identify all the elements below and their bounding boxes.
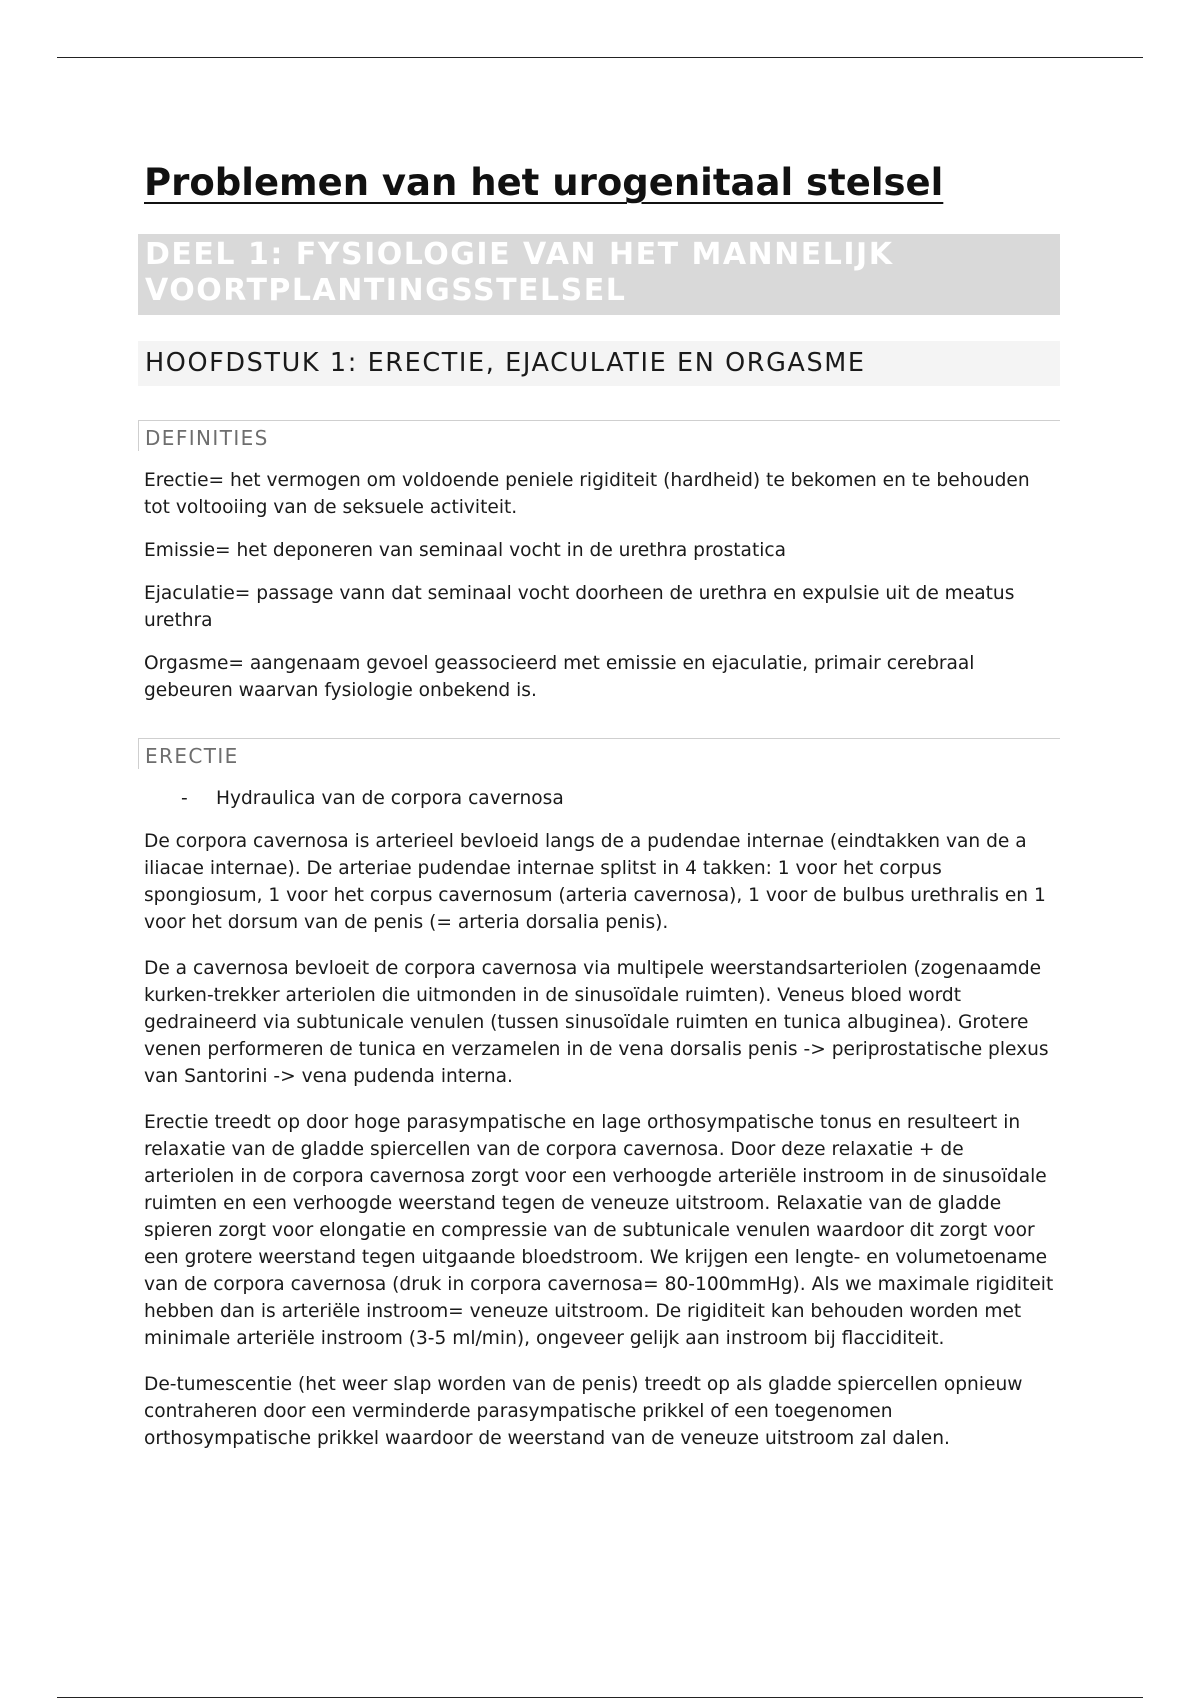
paragraph-cavernosa: De a cavernosa bevloeit de corpora cavernosa via multipele weerstandsarteriolen (zogenaamde kurken-trekker arteriolen die uitmonden in de sinusoïdale ruimten). Veneus bloed wordt gedraineerd via subtunicale venulen (tussen sinusoïdale ruimten en tunica albuginea). Grotere venen performeren de tunica en verzamelen in de vena dorsalis penis -> periprostatische plexus van Santorini -> vena pudenda interna. (144, 958, 1049, 1087)
paragraph-detumescentie: De-tumescentie (het weer slap worden van de penis) treedt op als gladde spiercellen opnieuw contraheren door een verminderde parasympatische prikkel of een toegenomen orthosympatische prikkel waardoor de weerstand van de veneuze uitstroom zal dalen. (144, 1374, 1023, 1449)
bullet-text: Hydraulica van de corpora cavernosa (216, 788, 564, 809)
paragraph-ejaculatie-definitie: Ejaculatie= passage vann dat seminaal vocht doorheen de urethra en expulsie uit de meatus urethra (144, 583, 1015, 631)
chapter-heading: HOOFDSTUK 1: ERECTIE, EJACULATIE EN ORGASME (138, 341, 1060, 386)
bullet-marker: - (181, 788, 188, 809)
section-heading-erectie: ERECTIE (138, 738, 1060, 769)
paragraph-mechanisme: Erectie treedt op door hoge parasympatische en lage orthosympatische tonus en resulteert in relaxatie van de gladde spiercellen van de corpora cavernosa. Door deze relaxatie + de arteriolen in de corpora cavernosa zorgt voor een verhoogde arteriële instroom in de sinusoïdale ruimten en een verhoogde weerstand tegen de veneuze uitstroom. Relaxatie van de gladde spieren zorgt voor elongatie en compressie van de subtunicale venulen waardoor dit zorgt voor een grotere weerstand tegen uitgaande bloedstroom. We krijgen een lengte- en volumetoename van de corpora cavernosa (druk in corpora cavernosa= 80-100mmHg). Als we maximale rigiditeit hebben dan is arteriële instroom= veneuze uitstroom. De rigiditeit kan behouden worden met minimale arteriële instroom (3-5 ml/min), ongeveer gelijk aan instroom bij flacciditeit. (144, 1112, 1054, 1349)
paragraph-bevloeiing: De corpora cavernosa is arterieel bevloeid langs de a pudendae internae (eindtakken van de a iliacae internae). De arteriae pudendae internae splitst in 4 takken: 1 voor het corpus spongiosum, 1 voor het corpus cavernosum (arteria cavernosa), 1 voor de bulbus urethralis en 1 voor het dorsum van de penis (= arteria dorsalia penis). (144, 831, 1046, 933)
paragraph-emissie-definitie: Emissie= het deponeren van seminaal vocht in de urethra prostatica (144, 540, 787, 561)
bullet-item (138, 785, 1060, 812)
document-body (138, 160, 1060, 1452)
paragraph-orgasme-definitie: Orgasme= aangenaam gevoel geassocieerd met emissie en ejaculatie, primair cerebraal gebeuren waarvan fysiologie onbekend is. (144, 653, 975, 701)
paragraph-erectie-definitie: Erectie= het vermogen om voldoende peniele rigiditeit (hardheid) te bekomen en te behouden tot voltooiing van de seksuele activiteit. (144, 470, 1030, 518)
document-title: Problemen van het urogenitaal stelsel (144, 161, 944, 204)
part-heading: DEEL 1: FYSIOLOGIE VAN HET MANNELIJK VOORTPLANTINGSSTELSEL (138, 234, 1060, 315)
header-rule (57, 57, 1143, 58)
section-heading-definities: DEFINITIES (138, 420, 1060, 451)
footer-rule (57, 1697, 1143, 1698)
